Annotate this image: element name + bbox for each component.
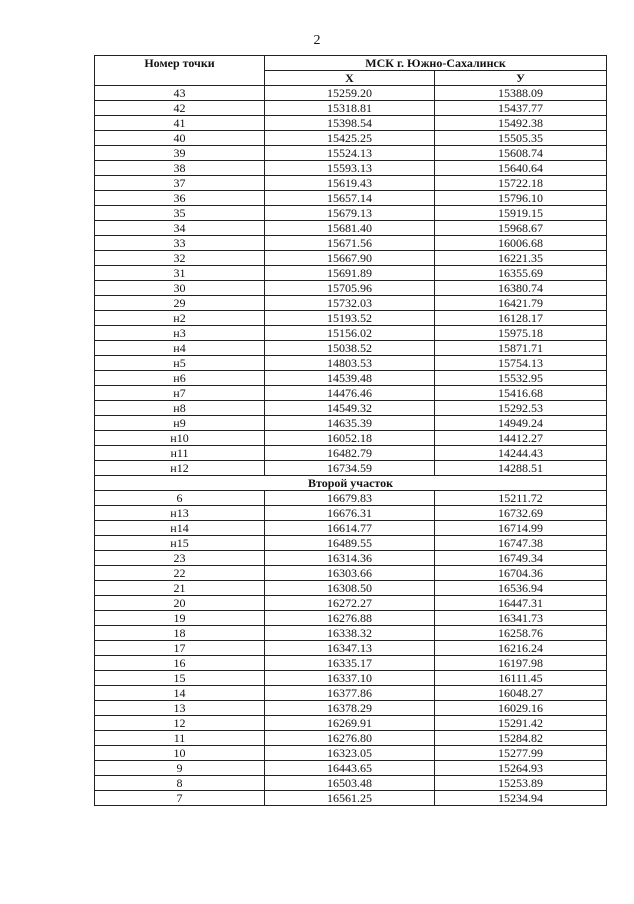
point-number-cell: н13 [95,506,265,521]
x-coordinate-cell: 16482.79 [265,446,435,461]
x-coordinate-cell: 15691.89 [265,266,435,281]
y-coordinate-cell: 16714.99 [435,521,607,536]
x-coordinate-cell: 14476.46 [265,386,435,401]
point-number-cell: н4 [95,341,265,356]
point-number-cell: 31 [95,266,265,281]
x-coordinate-cell: 16323.05 [265,746,435,761]
y-coordinate-cell: 15608.74 [435,146,607,161]
point-number-cell: 17 [95,641,265,656]
point-number-cell: 20 [95,596,265,611]
x-coordinate-cell: 15193.52 [265,311,435,326]
y-coordinate-cell: 15253.89 [435,776,607,791]
y-coordinate-cell: 14288.51 [435,461,607,476]
y-coordinate-cell: 15871.71 [435,341,607,356]
table-row [95,206,607,221]
point-number-cell: 42 [95,101,265,116]
point-number-cell: 6 [95,491,265,506]
table-row [95,761,607,776]
x-coordinate-cell: 16614.77 [265,521,435,536]
section-title-row [95,476,607,491]
y-coordinate-cell: 16536.94 [435,581,607,596]
table-row [95,386,607,401]
y-coordinate-cell: 15492.38 [435,116,607,131]
x-coordinate-cell: 14549.32 [265,401,435,416]
x-coordinate-cell: 16489.55 [265,536,435,551]
header-x: Х [265,71,435,86]
point-number-cell: 19 [95,611,265,626]
x-coordinate-cell: 16276.88 [265,611,435,626]
table-row [95,146,607,161]
point-number-cell: 16 [95,656,265,671]
point-number-cell: 37 [95,176,265,191]
y-coordinate-cell: 15505.35 [435,131,607,146]
x-coordinate-cell: 16269.91 [265,716,435,731]
table-row [95,731,607,746]
y-coordinate-cell: 15416.68 [435,386,607,401]
point-number-cell: 10 [95,746,265,761]
y-coordinate-cell: 15291.42 [435,716,607,731]
x-coordinate-cell: 16377.86 [265,686,435,701]
table-row [95,101,607,116]
table-row [95,371,607,386]
y-coordinate-cell: 16048.27 [435,686,607,701]
point-number-cell: н10 [95,431,265,446]
x-coordinate-cell: 16314.36 [265,551,435,566]
y-coordinate-cell: 16421.79 [435,296,607,311]
y-coordinate-cell: 16197.98 [435,656,607,671]
point-number-cell: н9 [95,416,265,431]
table-row [95,251,607,266]
y-coordinate-cell: 16747.38 [435,536,607,551]
header-y: У [435,71,607,86]
x-coordinate-cell: 16337.10 [265,671,435,686]
x-coordinate-cell: 15398.54 [265,116,435,131]
table-row [95,161,607,176]
x-coordinate-cell: 15593.13 [265,161,435,176]
y-coordinate-cell: 15234.94 [435,791,607,806]
section-2-title-body [95,476,607,491]
table-row [95,596,607,611]
table-header-row [95,56,607,71]
y-coordinate-cell: 16704.36 [435,566,607,581]
x-coordinate-cell: 15038.52 [265,341,435,356]
point-number-cell: 15 [95,671,265,686]
table-row [95,311,607,326]
point-number-cell: 30 [95,281,265,296]
x-coordinate-cell: 15619.43 [265,176,435,191]
table-row [95,671,607,686]
y-coordinate-cell: 15640.64 [435,161,607,176]
point-number-cell: 14 [95,686,265,701]
point-number-cell: н12 [95,461,265,476]
table-row [95,356,607,371]
x-coordinate-cell: 16443.65 [265,761,435,776]
x-coordinate-cell: 16561.25 [265,791,435,806]
point-number-cell: н15 [95,536,265,551]
table-row [95,716,607,731]
x-coordinate-cell: 15671.56 [265,236,435,251]
y-coordinate-cell: 15722.18 [435,176,607,191]
table-row [95,341,607,356]
section-1-body [95,86,607,476]
x-coordinate-cell: 15732.03 [265,296,435,311]
section-2-body [95,491,607,806]
table-row [95,551,607,566]
point-number-cell: 13 [95,701,265,716]
y-coordinate-cell: 16128.17 [435,311,607,326]
x-coordinate-cell: 15318.81 [265,101,435,116]
x-coordinate-cell: 15681.40 [265,221,435,236]
page-number: 2 [313,33,321,48]
x-coordinate-cell: 16272.27 [265,596,435,611]
table-row [95,281,607,296]
point-number-cell: 29 [95,296,265,311]
point-number-cell: 7 [95,791,265,806]
x-coordinate-cell: 15679.13 [265,206,435,221]
point-number-cell: 34 [95,221,265,236]
table-row [95,221,607,236]
y-coordinate-cell: 16006.68 [435,236,607,251]
table-row [95,116,607,131]
point-number-cell: 43 [95,86,265,101]
table-row [95,176,607,191]
point-number-cell: 40 [95,131,265,146]
x-coordinate-cell: 16676.31 [265,506,435,521]
x-coordinate-cell: 16503.48 [265,776,435,791]
point-number-cell: н11 [95,446,265,461]
y-coordinate-cell: 15975.18 [435,326,607,341]
header-coordinate-system: МСК г. Южно-Сахалинск [265,56,607,71]
point-number-cell: н5 [95,356,265,371]
table-row [95,611,607,626]
y-coordinate-cell: 16380.74 [435,281,607,296]
y-coordinate-cell: 15796.10 [435,191,607,206]
x-coordinate-cell: 16308.50 [265,581,435,596]
table-row [95,581,607,596]
point-number-cell: н14 [95,521,265,536]
point-number-cell: н2 [95,311,265,326]
x-coordinate-cell: 16303.66 [265,566,435,581]
point-number-cell: 33 [95,236,265,251]
point-number-cell: 32 [95,251,265,266]
section-2-title: Второй участок [95,476,607,491]
table-row [95,491,607,506]
point-number-cell: 35 [95,206,265,221]
table-row [95,191,607,206]
x-coordinate-cell: 16734.59 [265,461,435,476]
y-coordinate-cell: 15437.77 [435,101,607,116]
y-coordinate-cell: 15284.82 [435,731,607,746]
y-coordinate-cell: 15754.13 [435,356,607,371]
point-number-cell: 21 [95,581,265,596]
x-coordinate-cell: 14539.48 [265,371,435,386]
y-coordinate-cell: 16355.69 [435,266,607,281]
x-coordinate-cell: 15259.20 [265,86,435,101]
x-coordinate-cell: 15156.02 [265,326,435,341]
point-number-cell: 18 [95,626,265,641]
y-coordinate-cell: 15919.15 [435,206,607,221]
y-coordinate-cell: 15968.67 [435,221,607,236]
table-row [95,791,607,806]
y-coordinate-cell: 16258.76 [435,626,607,641]
table-row [95,776,607,791]
table-row [95,446,607,461]
table-row [95,266,607,281]
point-number-cell: 8 [95,776,265,791]
table-row [95,131,607,146]
table-row [95,626,607,641]
y-coordinate-cell: 15532.95 [435,371,607,386]
y-coordinate-cell: 15277.99 [435,746,607,761]
table-row [95,236,607,251]
table-row [95,506,607,521]
point-number-cell: н6 [95,371,265,386]
point-number-cell: 11 [95,731,265,746]
y-coordinate-cell: 14244.43 [435,446,607,461]
point-number-cell: 22 [95,566,265,581]
point-number-cell: н8 [95,401,265,416]
x-coordinate-cell: 14635.39 [265,416,435,431]
y-coordinate-cell: 15388.09 [435,86,607,101]
table-row [95,701,607,716]
x-coordinate-cell: 16052.18 [265,431,435,446]
y-coordinate-cell: 14412.27 [435,431,607,446]
table-row [95,746,607,761]
table-row [95,461,607,476]
table-row [95,296,607,311]
table-row [95,416,607,431]
point-number-cell: н7 [95,386,265,401]
x-coordinate-cell: 14803.53 [265,356,435,371]
x-coordinate-cell: 15657.14 [265,191,435,206]
table-row [95,656,607,671]
table-row [95,86,607,101]
y-coordinate-cell: 16341.73 [435,611,607,626]
y-coordinate-cell: 15264.93 [435,761,607,776]
y-coordinate-cell: 15292.53 [435,401,607,416]
point-number-cell: 36 [95,191,265,206]
table-row [95,686,607,701]
y-coordinate-cell: 16111.45 [435,671,607,686]
table-row [95,566,607,581]
x-coordinate-cell: 15667.90 [265,251,435,266]
y-coordinate-cell: 14949.24 [435,416,607,431]
header-point-number: Номер точки [95,56,265,86]
point-number-cell: 23 [95,551,265,566]
y-coordinate-cell: 16749.34 [435,551,607,566]
table-row [95,401,607,416]
x-coordinate-cell: 15705.96 [265,281,435,296]
x-coordinate-cell: 15524.13 [265,146,435,161]
x-coordinate-cell: 16276.80 [265,731,435,746]
point-number-cell: 39 [95,146,265,161]
y-coordinate-cell: 16221.35 [435,251,607,266]
x-coordinate-cell: 16347.13 [265,641,435,656]
y-coordinate-cell: 15211.72 [435,491,607,506]
point-number-cell: 9 [95,761,265,776]
x-coordinate-cell: 16679.83 [265,491,435,506]
point-number-cell: н3 [95,326,265,341]
table-row [95,641,607,656]
x-coordinate-cell: 16378.29 [265,701,435,716]
table-row [95,431,607,446]
point-number-cell: 41 [95,116,265,131]
x-coordinate-cell: 15425.25 [265,131,435,146]
y-coordinate-cell: 16447.31 [435,596,607,611]
table-row [95,521,607,536]
y-coordinate-cell: 16029.16 [435,701,607,716]
x-coordinate-cell: 16335.17 [265,656,435,671]
y-coordinate-cell: 16216.24 [435,641,607,656]
y-coordinate-cell: 16732.69 [435,506,607,521]
coordinates-table [94,55,607,806]
x-coordinate-cell: 16338.32 [265,626,435,641]
table-row [95,536,607,551]
point-number-cell: 12 [95,716,265,731]
point-number-cell: 38 [95,161,265,176]
table-row [95,326,607,341]
